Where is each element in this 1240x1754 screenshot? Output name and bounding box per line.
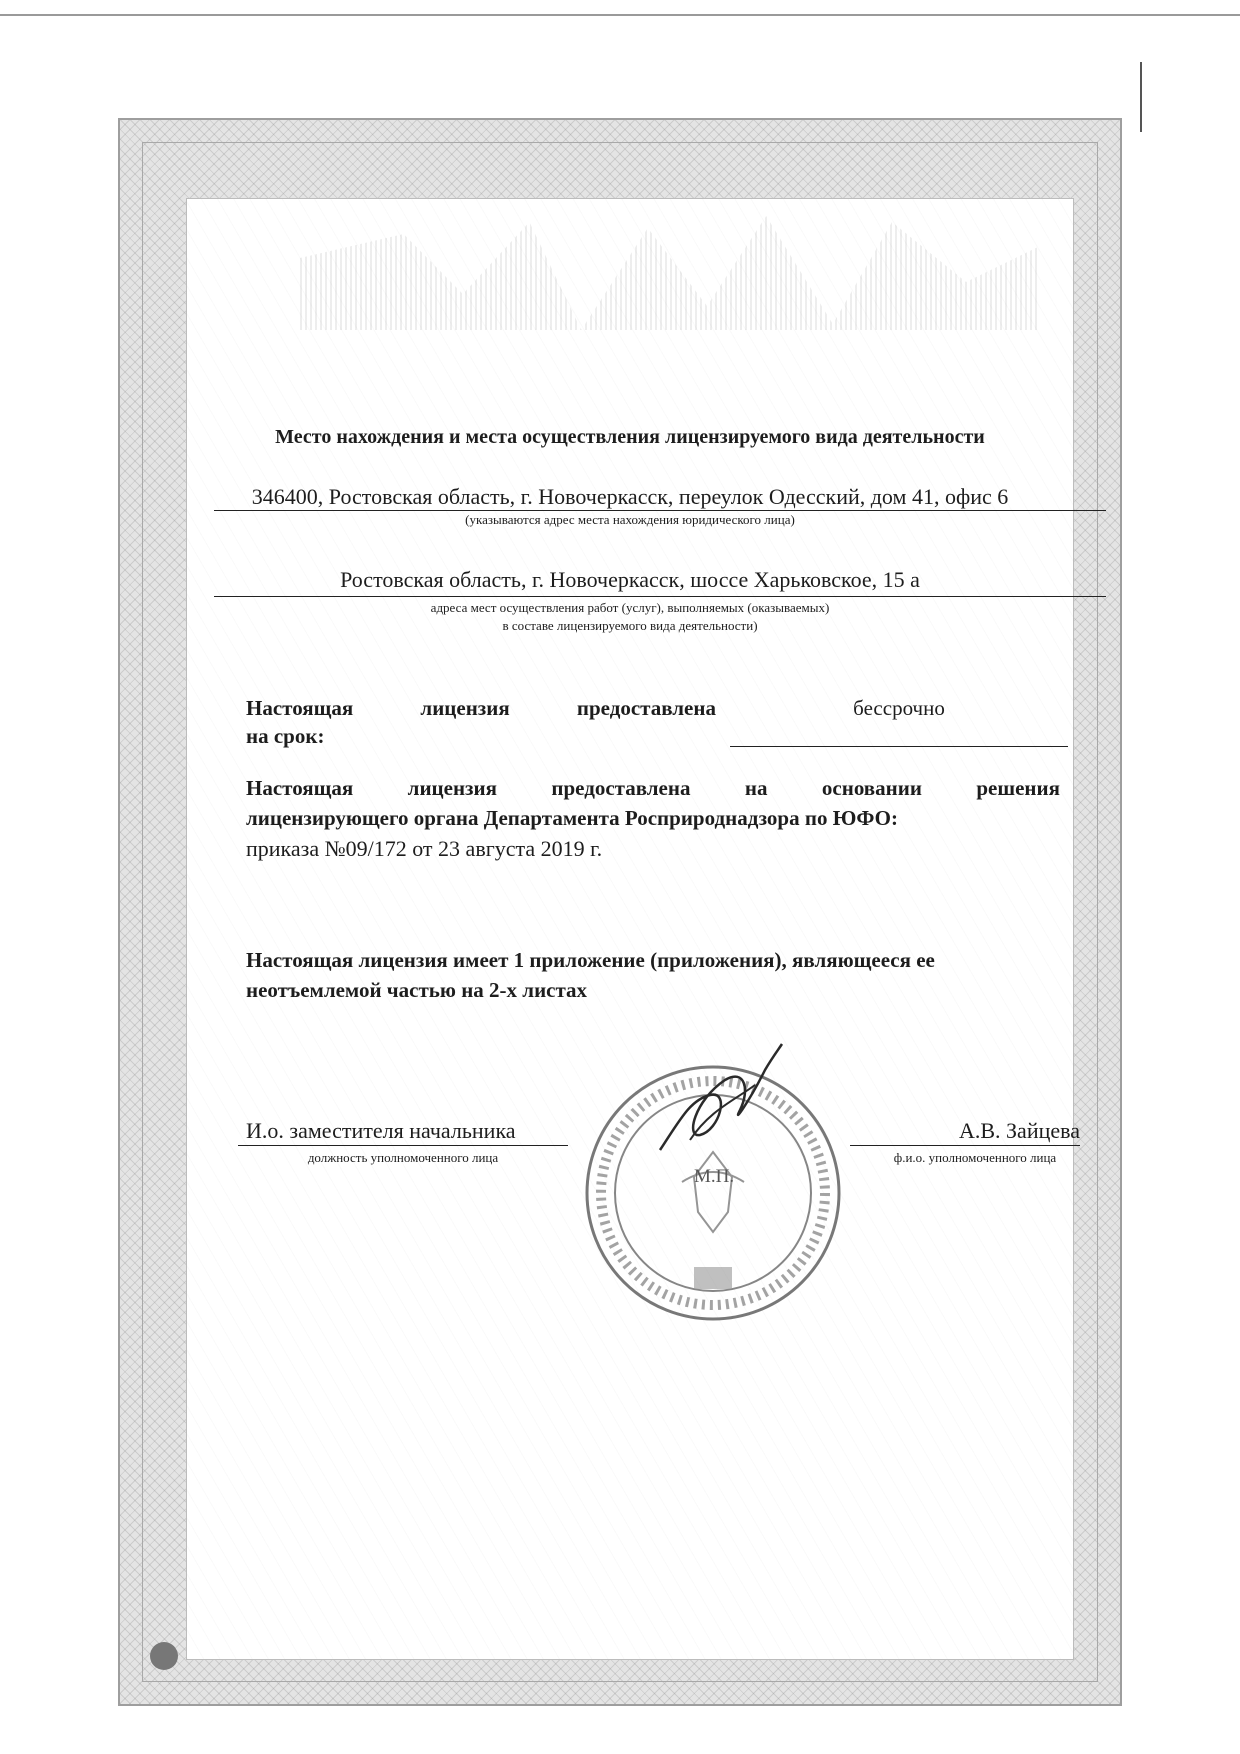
signatory-name-underline xyxy=(850,1145,1080,1146)
annex-statement-continued: неотъемлемой частью на 2-х листах xyxy=(246,978,588,1002)
legal-address-underline xyxy=(214,510,1106,511)
basis-word: Настоящая xyxy=(246,776,354,800)
seal-label: М.П. xyxy=(694,1166,735,1187)
term-label-word: Настоящая xyxy=(246,696,354,720)
locations-heading: Место нахождения и места осуществления лицензируемого вида деятельности xyxy=(275,426,985,448)
license-term-label-continued: на срок: xyxy=(246,724,325,748)
legal-address: 346400, Ростовская область, г. Новочеркасск, переулок Одесский, дом 41, офис 6 xyxy=(251,484,1009,509)
license-term-underline xyxy=(730,746,1068,747)
basis-word: основании xyxy=(821,776,922,800)
license-basis-statement xyxy=(246,776,1060,801)
activity-address-caption-continued: в составе лицензируемого вида деятельности) xyxy=(502,618,758,633)
license-term-value: бессрочно xyxy=(853,696,945,720)
signatory-position-underline xyxy=(238,1145,568,1146)
scan-edge-mark xyxy=(1140,62,1142,132)
punch-hole xyxy=(150,1642,178,1670)
basis-word: решения xyxy=(976,776,1060,800)
basis-word: на xyxy=(744,776,768,800)
license-sheet xyxy=(186,198,1074,1660)
license-term-label xyxy=(246,696,716,721)
activity-address-underline xyxy=(214,596,1106,597)
term-label-word: предоставлена xyxy=(576,696,716,720)
signatory-position-caption: должность уполномоченного лица xyxy=(307,1150,499,1165)
annex-statement: Настоящая лицензия имеет 1 приложение (приложения), являющееся ее xyxy=(246,948,935,972)
activity-address: Ростовская область, г. Новочеркасск, шоссе Харьковское, 15 а xyxy=(340,567,920,592)
activity-address-caption: адреса мест осуществления работ (услуг), выполняемых (оказываемых) xyxy=(430,600,830,615)
legal-address-caption: (указываются адрес места нахождения юридического лица) xyxy=(465,512,795,527)
basis-word: лицензия xyxy=(407,776,497,800)
licensing-authority: лицензирующего органа Департамента Росприроднадзора по ЮФО: xyxy=(246,806,898,830)
basis-word: предоставлена xyxy=(551,776,691,800)
term-label-word: лицензия xyxy=(420,696,510,720)
signatory-name-caption: ф.и.о. уполномоченного лица xyxy=(893,1150,1057,1165)
scan-edge-line xyxy=(0,14,1240,16)
signatory-position: И.о. заместителя начальника xyxy=(246,1118,516,1143)
signatory-name: А.В. Зайцева xyxy=(958,1118,1080,1143)
order-reference: приказа №09/172 от 23 августа 2019 г. xyxy=(246,836,603,861)
handwritten-signature xyxy=(650,1040,800,1170)
